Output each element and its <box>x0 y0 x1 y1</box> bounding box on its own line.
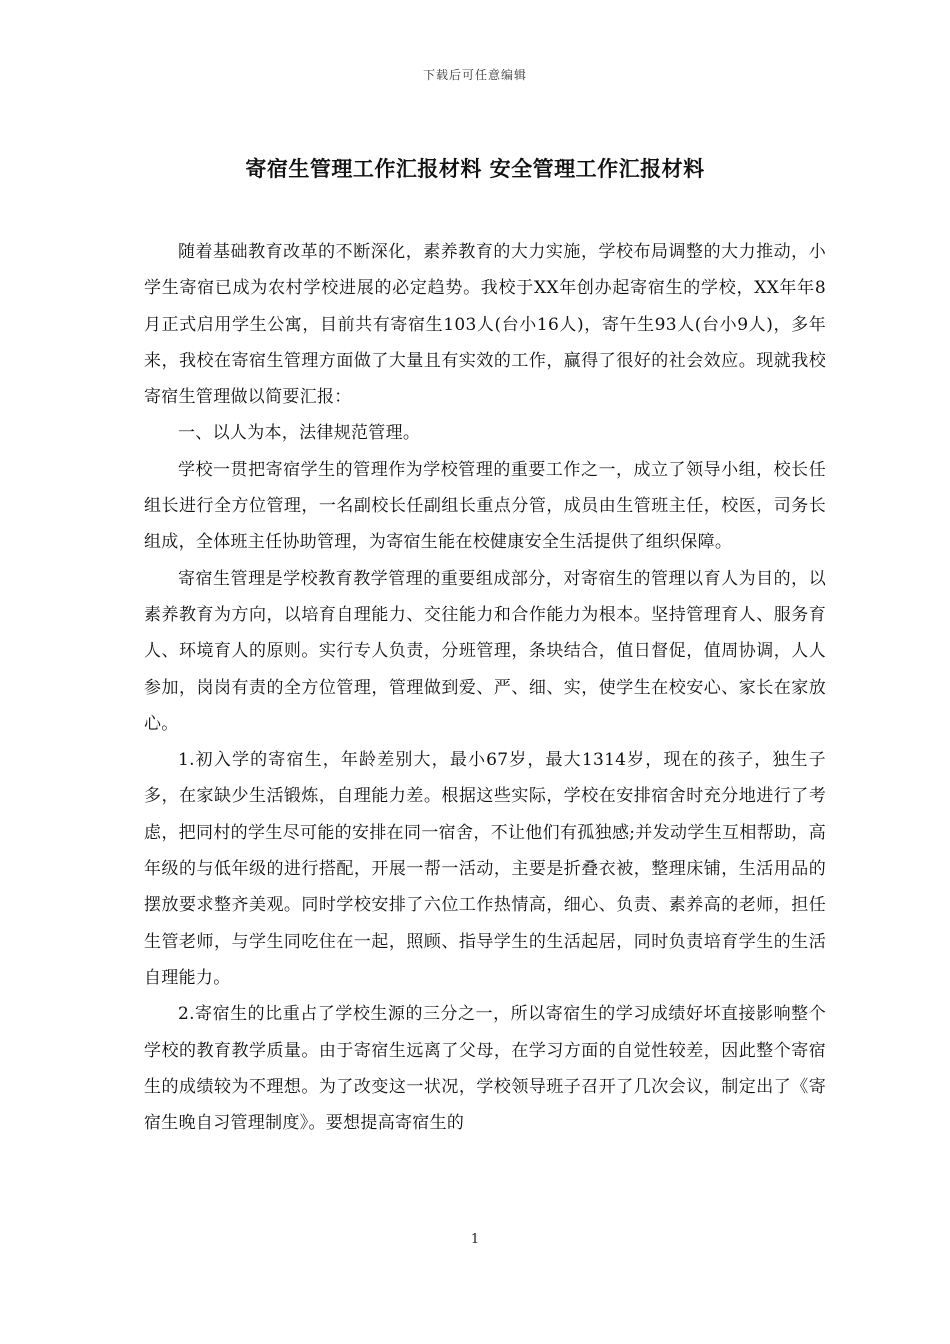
paragraph-section-heading: 一、以人为本，法律规范管理。 <box>178 423 421 444</box>
paragraph-point-2: 2.寄宿生的比重占了学校生源的三分之一，所以寄宿生的学习成绩好坏直接影响整个学校的教育教学质量。由于寄宿生远离了父母，在学习方面的自觉性较差，因此整个寄宿生的成绩较为不理想。为了改变这一状况，学校领导班子召开了几次会议，制定出了《寄宿生晚自习管理制度》。要想提高寄宿生的 <box>144 1004 826 1134</box>
paragraph-leadership: 学校一贯把寄宿学生的管理作为学校管理的重要工作之一，成立了领导小组，校长任组长进行全方位管理，一名副校长任副组长重点分管，成员由生管班主任，校医，司务长组成，全体班主任协助管理，为寄宿生能在校健康安全生活提供了组织保障。 <box>144 459 826 553</box>
paragraph-point-1: 1.初入学的寄宿生，年龄差别大，最小67岁，最大1314岁，现在的孩子，独生子多，在家缺少生活锻炼，自理能力差。根据这些实际，学校在安排宿舍时充分地进行了考虑，把同村的学生尽可能的安排在同一宿舍，不让他们有孤独感;并发动学生互相帮助，高年级的与低年级的进行搭配，开展一帮一活动，主要是折叠衣被，整理床铺，生活用品的摆放要求整齐美观。同时学校安排了六位工作热情高，细心、负责、素养高的老师，担任生管老师，与学生同吃住在一起，照顾、指导学生的生活起居，同时负责培育学生的生活自理能力。 <box>144 750 826 988</box>
page-number: 1 <box>470 1232 480 1247</box>
page-header-note: 下载后可任意编辑 <box>422 68 527 82</box>
paragraph-intro: 随着基础教育改革的不断深化，素养教育的大力实施，学校布局调整的大力推动，小学生寄宿已成为农村学校进展的必定趋势。我校于XX年创办起寄宿生的学校，XX年年8月正式启用学生公寓，目前共有寄宿生103人(台小16人)，寄午生93人(台小9人)，多年来，我校在寄宿生管理方面做了大量且有实效的工作，赢得了很好的社会效应。现就我校寄宿生管理做以简要汇报： <box>144 242 826 408</box>
document-title: 寄宿生管理工作汇报材料 安全管理工作汇报材料 <box>245 156 705 181</box>
paragraph-management-principles: 寄宿生管理是学校教育教学管理的重要组成部分，对寄宿生的管理以育人为目的，以素养教育为方向，以培育自理能力、交往能力和合作能力为根本。坚持管理育人、服务育人、环境育人的原则。实行专人负责，分班管理，条块结合，值日督促，值周协调，人人参加，岗岗有责的全方位管理，管理做到爱、严、细、实，使学生在校安心、家长在家放心。 <box>144 568 826 734</box>
document-body <box>144 234 826 1141</box>
